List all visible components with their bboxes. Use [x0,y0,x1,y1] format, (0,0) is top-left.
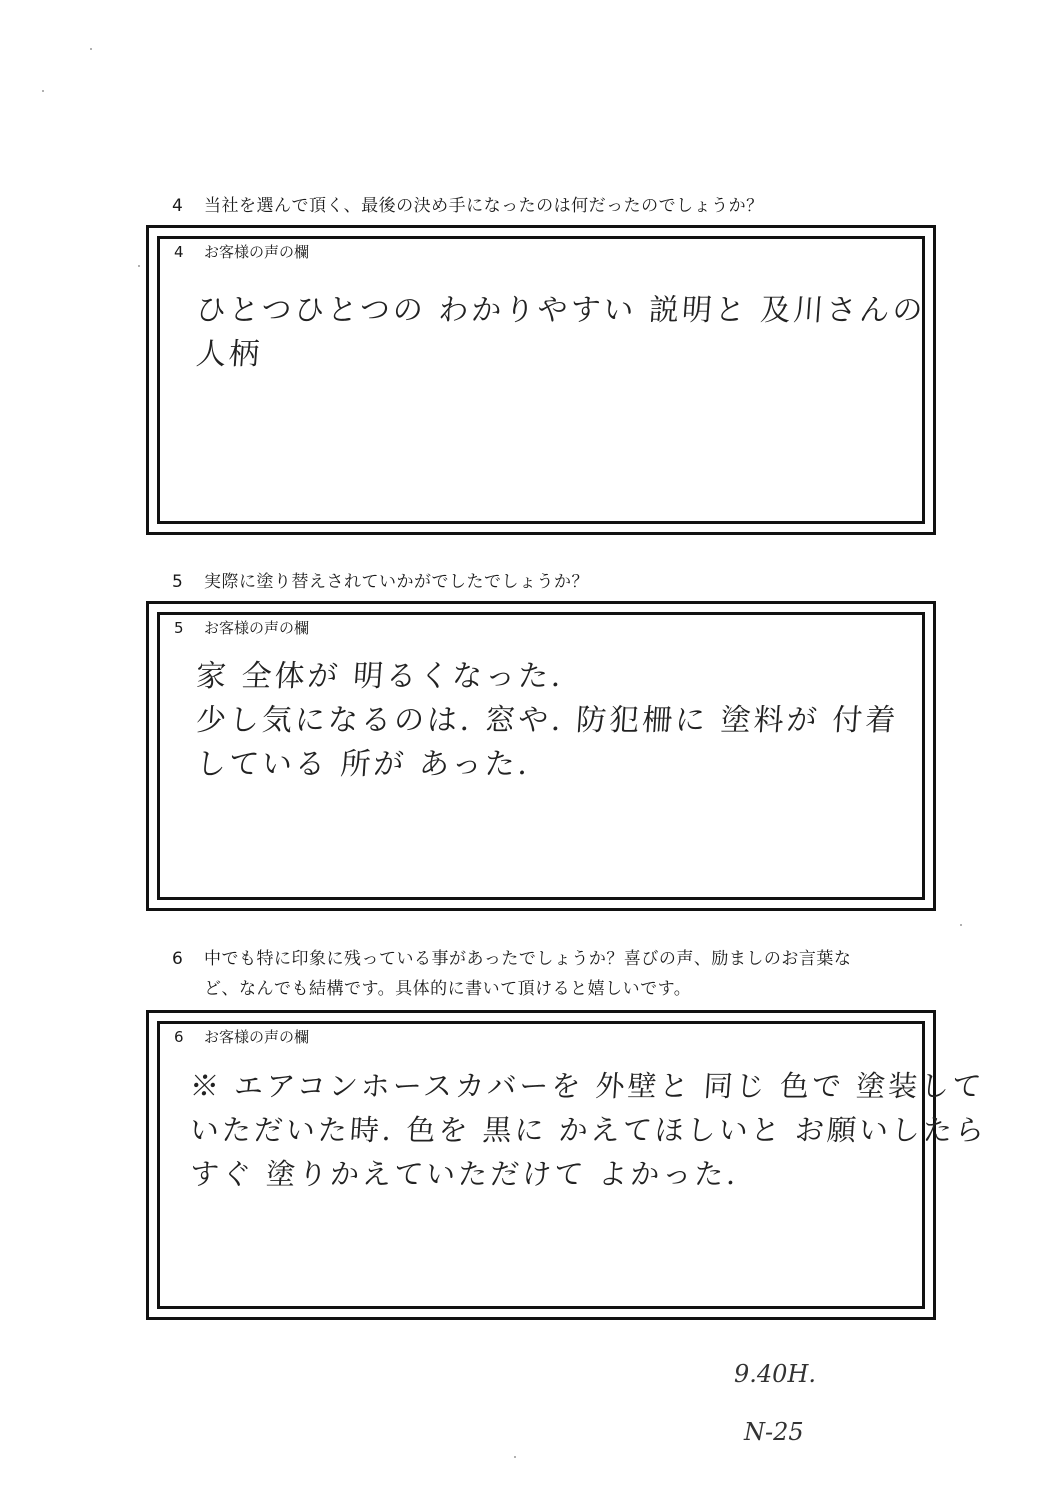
question-number: 5 [172,572,184,592]
scan-speck [514,1456,516,1458]
box-label-text: お客様の声の欄 [204,619,310,637]
question-4 [172,191,764,221]
scan-speck [960,924,962,926]
answer-line: 少し気になるのは. 窓や. 防犯柵に 塗料が 付着 [194,703,900,738]
answer-line: いただいた時. 色を 黒に かえてほしいと お願いしたら [188,1113,989,1147]
answer-box-inner [157,1021,989,1309]
question-number: 4 [172,196,184,216]
question-text-continued: ど、なんでも結構です。具体的に書いて頂けると嬉しいです。 [204,979,692,999]
answer-box-inner [157,612,925,900]
answer-line: 家 全体が 明るくなった. [194,659,565,694]
answer-line: すぐ 塗りかえていただけて よかった. [188,1157,740,1191]
box-label-text: お客様の声の欄 [204,1028,310,1046]
answer-line: ひとつひとつの わかりやすい 説明と 及川さんの [194,293,927,328]
handwritten-answer [196,655,898,787]
question-6 [172,944,851,1004]
handwritten-answer [196,289,925,377]
scan-speck [90,48,92,50]
answer-box-inner [157,236,925,524]
handwritten-note: N-25 [744,1418,804,1446]
answer-box-5 [146,601,936,911]
question-number: 6 [172,949,184,969]
question-text: 実際に塗り替えされていかがでしたでしょうか？ [204,572,589,592]
answer-line: ※ エアコンホースカバーを 外壁と 同じ 色で 塗装して [188,1069,986,1103]
answer-line: している 所が あった. [194,747,532,782]
handwritten-answer [190,1064,987,1196]
question-text: 当社を選んで頂く、最後の決め手になったのは何だったのでしょうか？ [204,196,764,216]
box-label-number: 5 [174,619,184,637]
box-label-number: 4 [174,243,184,261]
question-5 [172,567,589,597]
question-text: 中でも特に印象に残っている事があったでしょうか？喜びの声、励ましのお言葉な [204,949,852,969]
answer-line: 人柄 [194,337,264,372]
scan-speck [42,90,44,92]
answer-box-4 [146,225,936,535]
box-label-number: 6 [174,1028,184,1046]
handwritten-note: 9.40H. [734,1360,816,1388]
scan-speck [138,265,140,267]
box-label-text: お客様の声の欄 [204,243,310,261]
box-label [174,617,309,639]
answer-box-6 [146,1010,989,1320]
box-label [174,1026,309,1048]
box-label [174,241,309,263]
